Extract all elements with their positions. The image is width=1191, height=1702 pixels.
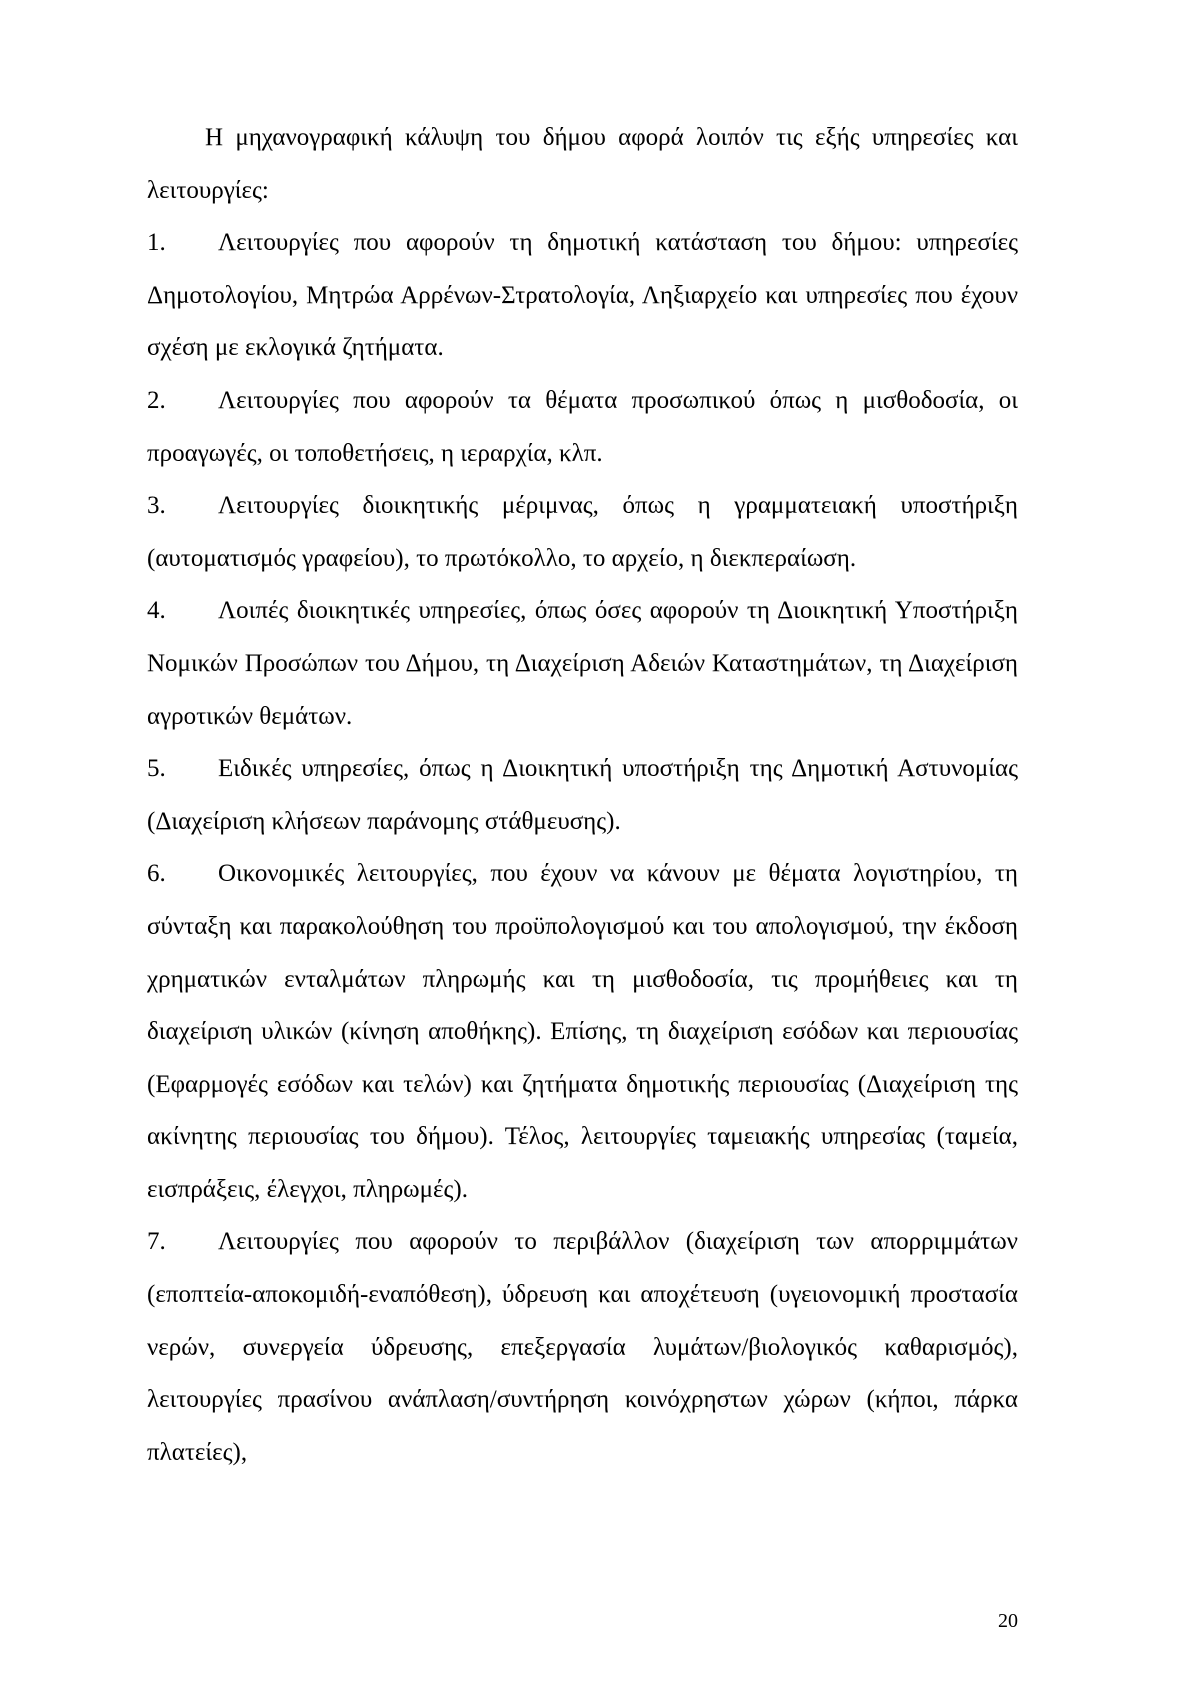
page-number: 20: [998, 1610, 1018, 1632]
item-number: 5.: [147, 755, 166, 783]
item-text: Λοιπές διοικητικές υπηρεσίες, όπως όσες αφορούν τη Διοικητική Υποστήριξη Νομικών Προσώπων του Δήμου, τη Διαχείριση Αδειών Καταστημάτων, τη Διαχείριση αγροτικών θεμάτων.: [147, 597, 1018, 730]
item-text: Λειτουργίες που αφορούν το περιβάλλον (διαχείριση των απορριμμάτων (εποπτεία-αποκομιδή-εναπόθεση), ύδρευση και αποχέτευση (υγειονομική προστασία νερών, συνεργεία ύδρευσης, επεξεργασία λυμάτων/βιολογικός καθαρισμός), λειτουργίες πρασίνου ανάπλαση/συντήρηση κοινόχρηστων χώρων (κήποι, πάρκα πλατείες),: [147, 1228, 1018, 1466]
list-item: [147, 480, 1018, 585]
item-text: Λειτουργίες διοικητικής μέριμνας, όπως η γραμματειακή υποστήριξη (αυτοματισμός γραφείου), το πρωτόκολλο, το αρχείο, η διεκπεραίωση.: [147, 492, 1018, 572]
item-number: 3.: [147, 492, 166, 520]
item-number: 4.: [147, 597, 166, 625]
list-item: [147, 217, 1018, 375]
item-text: Λειτουργίες που αφορούν τη δημοτική κατάσταση του δήμου: υπηρεσίες Δημοτολογίου, Μητρώα Αρρένων-Στρατολογία, Ληξιαρχείο και υπηρεσίες που έχουν σχέση με εκλογικά ζητήματα.: [147, 229, 1018, 362]
item-text: Οικονομικές λειτουργίες, που έχουν να κάνουν με θέματα λογιστηρίου, τη σύνταξη και παρακολούθηση του προϋπολογισμού και του απολογισμού, την έκδοση χρηματικών ενταλμάτων πληρωμής και τη μισθοδοσία, τις προμήθειες και τη διαχείριση υλικών (κίνηση αποθήκης). Επίσης, τη διαχείριση εσόδων και περιουσίας (Εφαρμογές εσόδων και τελών) και ζητήματα δημοτικής περιουσίας (Διαχείριση της ακίνητης περιουσίας του δήμου). Τέλος, λειτουργίες ταμειακής υπηρεσίας (ταμεία, εισπράξεις, έλεγχοι, πληρωμές).: [147, 860, 1018, 1203]
item-number: 7.: [147, 1228, 166, 1256]
body-text: [147, 112, 1018, 1479]
list-item: [147, 375, 1018, 480]
item-text: Λειτουργίες που αφορούν τα θέματα προσωπικού όπως η μισθοδοσία, οι προαγωγές, οι τοποθετήσεις, η ιεραρχία, κλπ.: [147, 386, 1018, 467]
list-item: [147, 1216, 1018, 1479]
item-number: 6.: [147, 860, 166, 888]
item-number: 1.: [147, 229, 166, 257]
list-item: [147, 585, 1018, 743]
item-number: 2.: [147, 386, 166, 414]
list-item: [147, 848, 1018, 1216]
item-text: Ειδικές υπηρεσίες, όπως η Διοικητική υποστήριξη της Δημοτική Αστυνομίας (Διαχείριση κλήσεων παράνομης στάθμευσης).: [147, 755, 1018, 835]
intro-paragraph: Η μηχανογραφική κάλυψη του δήμου αφορά λοιπόν τις εξής υπηρεσίες και λειτουργίες:: [147, 124, 1018, 204]
list-item: [147, 743, 1018, 848]
